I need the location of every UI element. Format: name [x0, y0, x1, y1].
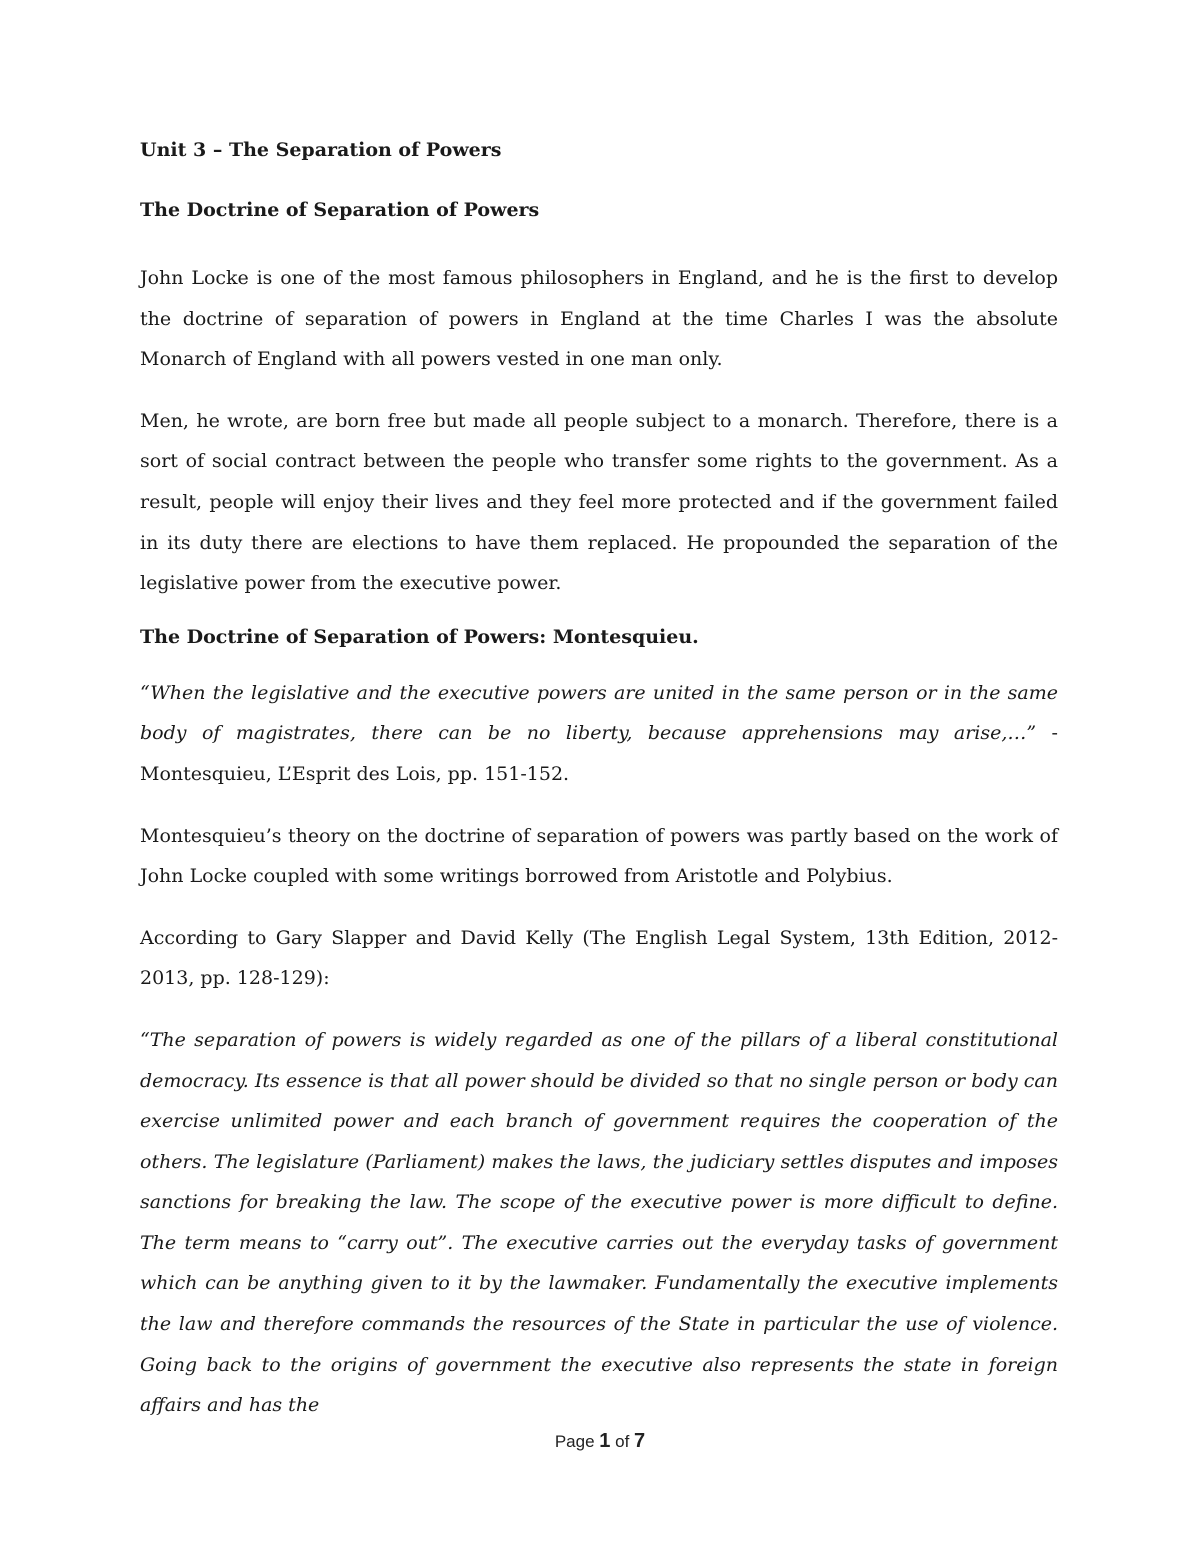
quote-montesquieu: “When the legislative and the executive powers are united in the same person or in the same body of magistrates, there can be no liberty, because apprehensions may arise,…”	[140, 681, 1058, 745]
total-pages-number: 7	[634, 1430, 646, 1452]
paragraph-slapper-kelly: According to Gary Slapper and David Kelly (The English Legal System, 13th Edition, 2012-2013, pp. 128-129):	[140, 926, 1058, 990]
quote-montesquieu-paragraph	[140, 673, 1058, 795]
paragraph-social-contract: Men, he wrote, are born free but made all people subject to a monarch. Therefore, there is a sort of social contract between the people who transfer some rights to the government. As a result, people will enjoy their lives and they feel more protected and if the government failed in its duty there are elections to have them replaced. He propounded the separation of the legislative power from the executive power.	[140, 409, 1058, 595]
page-footer	[0, 1430, 1200, 1453]
paragraph-locke: John Locke is one of the most famous philosophers in England, and he is the first to develop the doctrine of separation of powers in England at the time Charles I was the absolute Monarch of England with all powers vested in one man only.	[140, 267, 1058, 371]
page-label: Page	[554, 1432, 595, 1451]
unit-title: Unit 3 – The Separation of Powers	[140, 139, 502, 161]
quote-separation-of-powers: “The separation of powers is widely regarded as one of the pillars of a liberal constitutional democracy. Its essence is that all power should be divided so that no single person or body can exercise unlimited power and each branch of government requires the cooperation of the others. The legislature (Parliament) makes the laws, the judiciary settles disputes and imposes sanctions for breaking the law. The scope of the executive power is more difficult to define. The term means to “carry out”. The executive carries out the everyday tasks of government which can be anything given to it by the lawmaker. Fundamentally the executive implements the law and therefore commands the resources of the State in particular the use of violence. Going back to the origins of government the executive also represents the state in foreign affairs and has the	[140, 1028, 1058, 1417]
of-label: of	[615, 1432, 630, 1451]
section-heading-montesquieu: The Doctrine of Separation of Powers: Montesquieu.	[140, 625, 699, 648]
current-page-number: 1	[599, 1430, 611, 1452]
section-heading-doctrine: The Doctrine of Separation of Powers	[140, 199, 540, 221]
document-page	[140, 138, 1058, 1447]
paragraph-montesquieu-theory: Montesquieu’s theory on the doctrine of separation of powers was partly based on the work of John Locke coupled with some writings borrowed from Aristotle and Polybius.	[140, 824, 1058, 888]
quote-citation: - Montesquieu, L’Esprit des Lois, pp. 151-152.	[140, 722, 1058, 785]
